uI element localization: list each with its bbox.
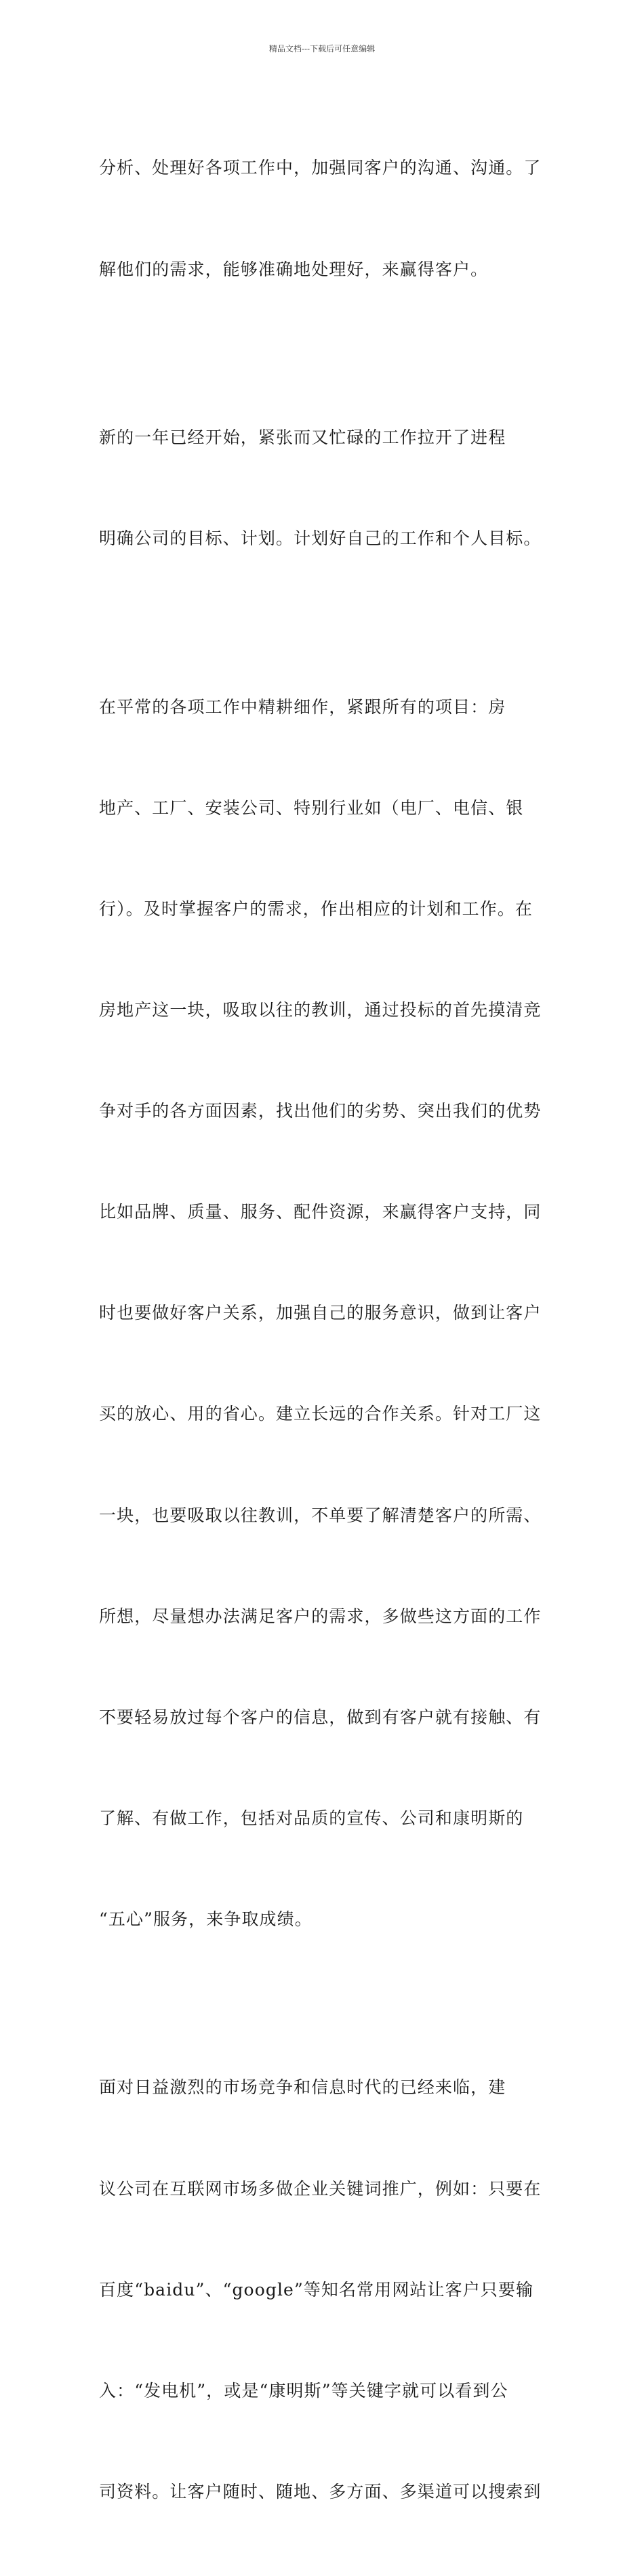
paragraph-3 <box>99 623 548 2003</box>
text-line: 争对手的各方面因素，找出他们的劣势、突出我们的优势 <box>99 1101 542 1121</box>
text-line: 入：“发电机”，或是“康明斯”等关键字就可以看到公 <box>99 2380 508 2401</box>
paragraph-1 <box>99 84 548 354</box>
text-line: 议公司在互联网市场多做企业关键词推广，例如：只要在 <box>99 2178 542 2199</box>
text-line: 行）。及时掌握客户的需求，作出相应的计划和工作。在 <box>99 898 534 919</box>
paragraph-2 <box>99 354 548 623</box>
text-line: 一块，也要吸取以往教训，不单要了解清楚客户的所需、 <box>99 1505 542 1525</box>
paragraph-4 <box>99 2003 548 2576</box>
text-line: 地产、工厂、安装公司、特别行业如（电厂、电信、银 <box>99 797 524 818</box>
text-line: 新的一年已经开始，紧张而又忙碌的工作拉开了进程 <box>99 428 506 448</box>
document-body <box>99 84 548 2576</box>
page-header-watermark: 精品文档---下载后可任意编辑 <box>268 44 376 54</box>
text-line: 所想，尽量想办法满足客户的需求，多做些这方面的工作 <box>99 1606 542 1626</box>
text-line: 时也要做好客户关系，加强自己的服务意识，做到让客户 <box>99 1303 542 1323</box>
text-line: 在平常的各项工作中精耕细作，紧跟所有的项目：房 <box>99 697 506 717</box>
text-line: 房地产这一块，吸取以往的教训，通过投标的首先摸清竞 <box>99 999 542 1020</box>
text-line: 面对日益激烈的市场竞争和信息时代的已经来临，建 <box>99 2077 506 2098</box>
text-line: 明确公司的目标、计划。计划好自己的工作和个人目标。 <box>99 528 542 549</box>
text-line: 百度“baidu”、“google”等知名常用网站让客户只要输 <box>99 2279 534 2300</box>
text-line: 分析、处理好各项工作中，加强同客户的沟通、沟通。了 <box>99 158 542 178</box>
text-line: 买的放心、用的省心。建立长远的合作关系。针对工厂这 <box>99 1404 542 1424</box>
text-line: 了解、有做工作，包括对品质的宣传、公司和康明斯的 <box>99 1808 524 1828</box>
text-line: 司资料。让客户随时、随地、多方面、多渠道可以搜索到 <box>99 2481 542 2501</box>
text-line: 不要轻易放过每个客户的信息，做到有客户就有接触、有 <box>99 1707 542 1727</box>
text-line: 解他们的需求，能够准确地处理好，来赢得客户。 <box>99 259 489 279</box>
text-line: 比如品牌、质量、服务、配件资源，来赢得客户支持，同 <box>99 1202 542 1222</box>
text-line: “五心”服务，来争取成绩。 <box>99 1909 313 1929</box>
